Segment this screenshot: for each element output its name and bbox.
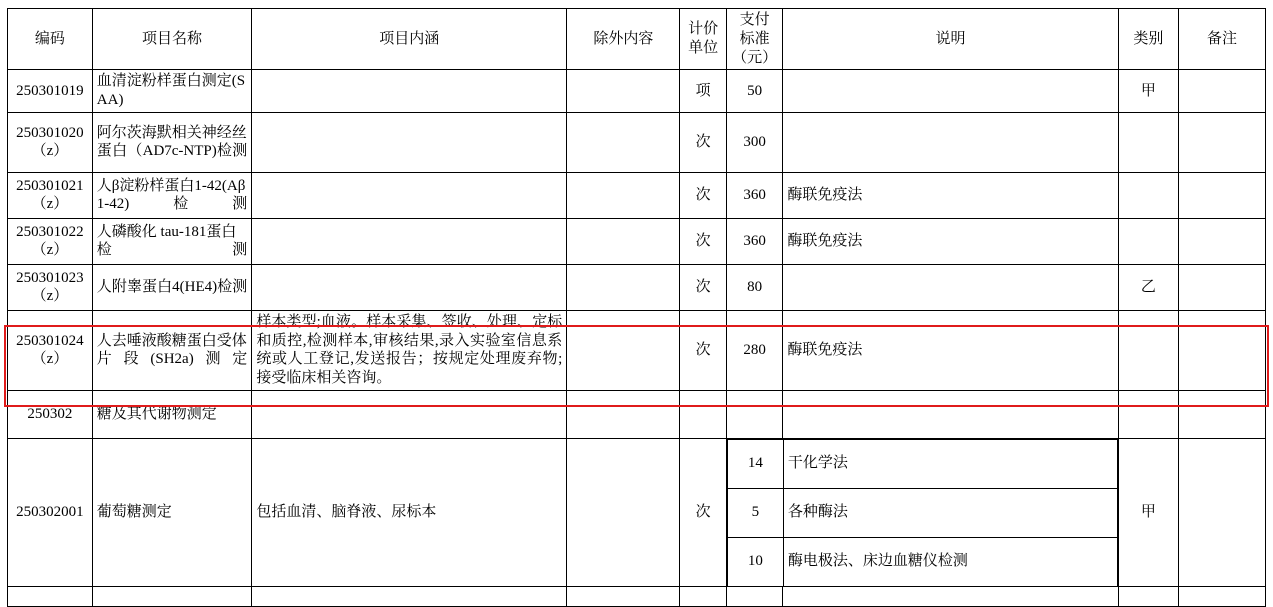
cell-price: 280: [726, 310, 783, 390]
price-standard-table: [7, 8, 1266, 607]
cell-content: [252, 172, 567, 218]
table-row-grouped: [8, 438, 1266, 586]
cell-price: 360: [726, 172, 783, 218]
subtable-row: [727, 488, 1117, 537]
cell-content: [252, 586, 567, 606]
cell-description: [783, 112, 1118, 172]
cell-description: 酶电极法、床边血糖仪检测: [783, 537, 1117, 586]
cell-content: [252, 264, 567, 310]
cell-exclude: [567, 390, 680, 438]
cell-unit: 项: [680, 70, 726, 113]
cell-name: 人去唾液酸糖蛋白受体片段(SH2a)测定: [92, 310, 252, 390]
header-unit: [680, 9, 726, 70]
header-price: [726, 9, 783, 70]
cell-exclude: [567, 70, 680, 113]
cell-name: 糖及其代谢物测定: [92, 390, 252, 438]
subtable-row: [727, 439, 1117, 488]
cell-description: [783, 390, 1118, 438]
cell-price: 5: [727, 488, 783, 537]
cell-description: 酶联免疫法: [783, 310, 1118, 390]
cell-class: [1118, 586, 1179, 606]
cell-content: [252, 70, 567, 113]
cell-description: [783, 264, 1118, 310]
header-description: 说明: [783, 9, 1118, 70]
cell-name: 人磷酸化 tau-181蛋白检测: [92, 218, 252, 264]
cell-remark: [1179, 70, 1266, 113]
cell-class: [1118, 310, 1179, 390]
cell-unit: 次: [680, 310, 726, 390]
table-row: [8, 70, 1266, 113]
cell-price: 50: [726, 70, 783, 113]
table-row-highlighted: [8, 310, 1266, 390]
header-unit-line2: 单位: [688, 40, 719, 57]
cell-price: [726, 390, 783, 438]
cell-exclude: [567, 586, 680, 606]
cell-class: [1118, 172, 1179, 218]
cell-remark: [1179, 438, 1266, 586]
header-remark: 备注: [1179, 9, 1266, 70]
table-row: [8, 112, 1266, 172]
cell-unit: [680, 586, 726, 606]
cell-unit: 次: [680, 438, 726, 586]
cell-code: 250301023（z）: [8, 264, 93, 310]
cell-class: [1118, 112, 1179, 172]
cell-unit: 次: [680, 264, 726, 310]
cell-description: 干化学法: [783, 439, 1117, 488]
cell-name: 人β淀粉样蛋白1-42(Aβ1-42)检测: [92, 172, 252, 218]
cell-name: [92, 586, 252, 606]
cell-content: [252, 390, 567, 438]
header-content: 项目内涵: [252, 9, 567, 70]
cell-class: 甲: [1118, 438, 1179, 586]
cell-exclude: [567, 310, 680, 390]
table-header: [8, 9, 1266, 70]
header-price-line2: 标准: [739, 30, 770, 47]
cell-exclude: [567, 112, 680, 172]
cell-class: 甲: [1118, 70, 1179, 113]
cell-class: [1118, 390, 1179, 438]
cell-unit: 次: [680, 218, 726, 264]
cell-price: 14: [727, 439, 783, 488]
cell-exclude: [567, 218, 680, 264]
cell-code: 250302001: [8, 438, 93, 586]
table-row: [8, 264, 1266, 310]
cell-content: [252, 218, 567, 264]
table-row-partial: [8, 586, 1266, 606]
header-price-line1: 支付: [739, 12, 770, 28]
cell-unit: [680, 390, 726, 438]
cell-price: 10: [727, 537, 783, 586]
cell-remark: [1179, 172, 1266, 218]
cell-price-description-group: [726, 438, 1118, 586]
header-name: 项目名称: [92, 9, 252, 70]
cell-remark: [1179, 390, 1266, 438]
cell-exclude: [567, 438, 680, 586]
cell-code: [8, 586, 93, 606]
cell-content: 样本类型;血液。样本采集、签收、处理、定标和质控,检测样本,审核结果,录入实验室信息系统或人工登记,发送报告；按规定处理废弃物;接受临床相关咨询。: [252, 310, 567, 390]
cell-remark: [1179, 112, 1266, 172]
cell-code: 250301019: [8, 70, 93, 113]
cell-exclude: [567, 172, 680, 218]
cell-description: [783, 70, 1118, 113]
cell-description: [783, 586, 1118, 606]
cell-price: 300: [726, 112, 783, 172]
cell-description: 酶联免疫法: [783, 172, 1118, 218]
cell-code: 250301022（z）: [8, 218, 93, 264]
cell-code: 250301021（z）: [8, 172, 93, 218]
subtable-row: [727, 537, 1117, 586]
header-row: [8, 9, 1266, 70]
table-body: [8, 70, 1266, 607]
cell-price: 360: [726, 218, 783, 264]
table-row: [8, 218, 1266, 264]
cell-content: [252, 112, 567, 172]
cell-name: 阿尔茨海默相关神经丝蛋白（AD7c-NTP)检测: [92, 112, 252, 172]
cell-name: 葡萄糖测定: [92, 438, 252, 586]
cell-remark: [1179, 586, 1266, 606]
cell-exclude: [567, 264, 680, 310]
cell-price: 80: [726, 264, 783, 310]
cell-description: 酶联免疫法: [783, 218, 1118, 264]
cell-name: 人附睾蛋白4(HE4)检测: [92, 264, 252, 310]
header-unit-line1: 计价: [688, 21, 719, 38]
cell-class: [1118, 218, 1179, 264]
cell-name: 血清淀粉样蛋白测定(SAA): [92, 70, 252, 113]
cell-remark: [1179, 264, 1266, 310]
cell-price: [726, 586, 783, 606]
cell-class: 乙: [1118, 264, 1179, 310]
cell-unit: 次: [680, 112, 726, 172]
price-description-subtable: [727, 439, 1118, 586]
table-row-group-heading: [8, 390, 1266, 438]
cell-code: 250302: [8, 390, 93, 438]
cell-code: 250301024（z）: [8, 310, 93, 390]
header-exclude: 除外内容: [567, 9, 680, 70]
cell-remark: [1179, 310, 1266, 390]
cell-description: 各种酶法: [783, 488, 1117, 537]
cell-code: 250301020（z）: [8, 112, 93, 172]
cell-remark: [1179, 218, 1266, 264]
cell-unit: 次: [680, 172, 726, 218]
header-price-line3: （元）: [732, 49, 778, 66]
cell-content: 包括血清、脑脊液、尿标本: [252, 438, 567, 586]
header-code: 编码: [8, 9, 93, 70]
header-class: 类别: [1118, 9, 1179, 70]
table-row: [8, 172, 1266, 218]
